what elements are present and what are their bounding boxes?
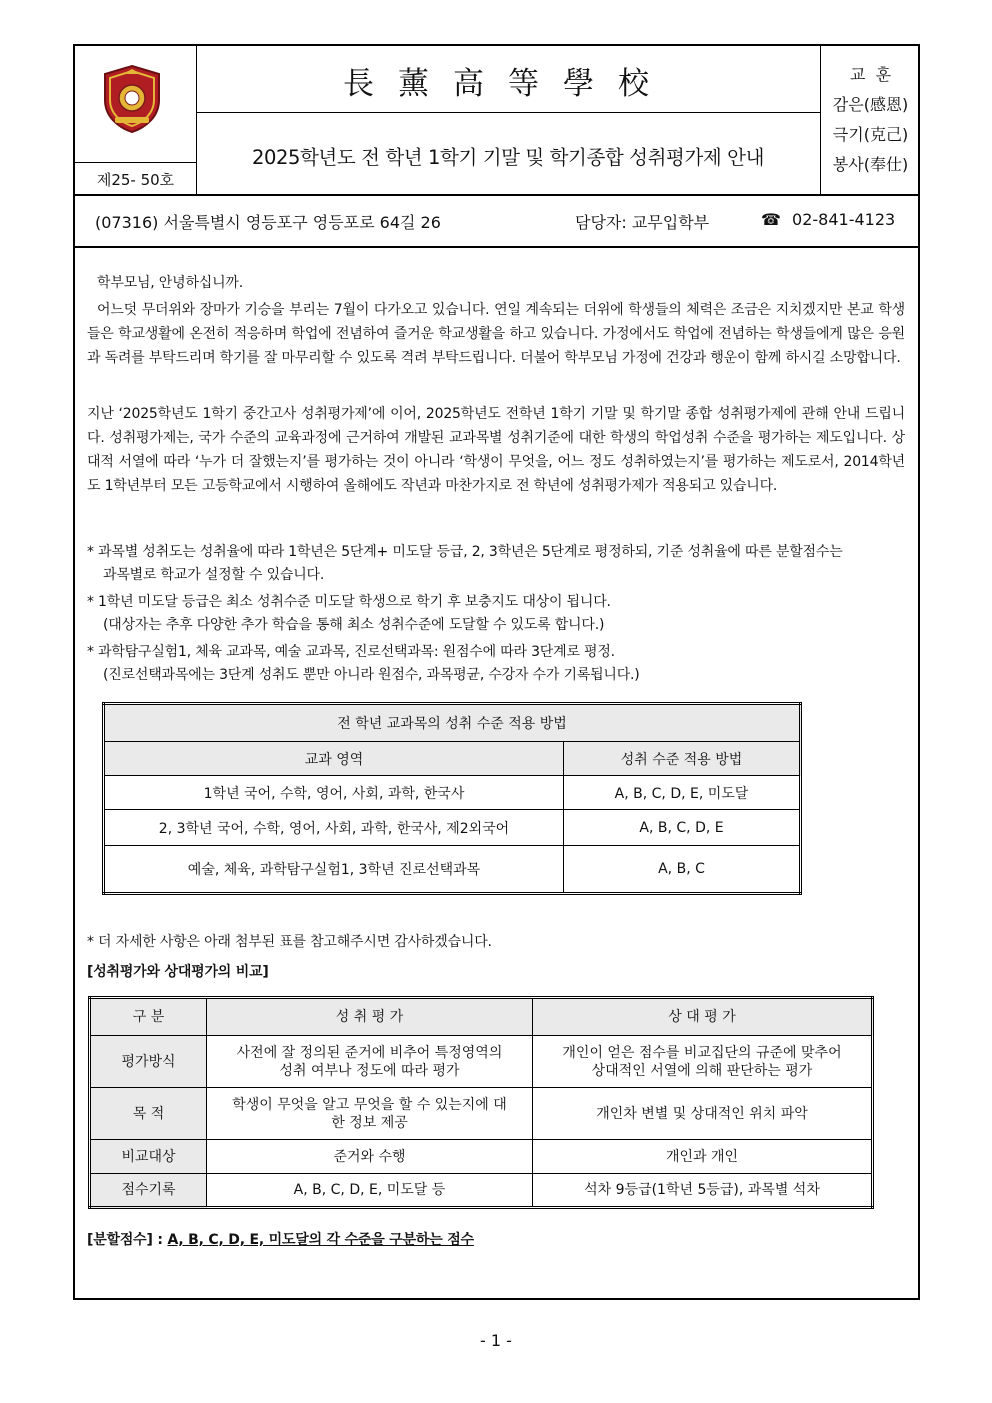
school-name: 長薰高等學校 — [343, 66, 673, 102]
note-item — [87, 641, 905, 687]
cut-score-text: A, B, C, D, E, 미도달의 각 수준을 구분하는 점수 — [167, 1232, 474, 1248]
motto-item: 감은(感恩) — [832, 95, 909, 114]
document-number: 제25- 50호 — [96, 171, 175, 189]
note-item — [87, 541, 905, 587]
page-number: - 1 - — [480, 1331, 512, 1350]
column-header: 상 대 평 가 — [533, 998, 873, 1036]
school-motto — [821, 60, 920, 180]
cell-line: 상대적인 서열에 의해 판단하는 평가 — [591, 1062, 813, 1079]
note-item — [87, 591, 905, 637]
note-line: 과목별로 학교가 설정할 수 있습니다. — [103, 567, 325, 583]
phone-contact — [761, 210, 895, 229]
document-title: 2025학년도 전 학년 1학기 기말 및 학기종합 성취평가제 안내 — [251, 146, 765, 169]
cut-score-definition — [87, 1229, 474, 1252]
note-line: * 과학탐구실험1, 체육 교과목, 예술 교과목, 진로선택과목: 원점수에 따라 3단계로 평정. — [87, 644, 615, 660]
reference-note: * 더 자세한 사항은 아래 첨부된 표를 참고해주시면 감사하겠습니다. — [87, 934, 492, 950]
evaluation-comparison-table — [88, 996, 874, 1209]
note-line: * 1학년 미도달 등급은 최소 성취수준 미도달 학생으로 학기 후 보충지도 대상이 됩니다. — [87, 594, 611, 610]
school-address: (07316) 서울특별시 영등포구 영등포로 64길 26 — [95, 213, 441, 232]
cell-line: 성취 여부나 정도에 따라 평가 — [279, 1062, 460, 1079]
table-cell: 예술, 체육, 과학탐구실험1, 3학년 진로선택과목 — [104, 846, 564, 894]
contact-bar — [73, 196, 920, 248]
column-header: 교과 영역 — [104, 742, 564, 776]
row-header: 비교대상 — [90, 1140, 207, 1174]
column-header: 성 취 평 가 — [207, 998, 533, 1036]
column-header: 성취 수준 적용 방법 — [564, 742, 801, 776]
section-title: [성취평가와 상대평가의 비교] — [87, 964, 269, 980]
note-line: * 과목별 성취도는 성취율에 따라 1학년은 5단계+ 미도달 등급, 2, 3학년은 5단계로 평정하되, 기준 성취율에 따른 분할점수는 — [87, 544, 843, 560]
cell-line: 개인이 얻은 점수를 비교집단의 규준에 맞추어 — [562, 1044, 842, 1061]
table-cell: 2, 3학년 국어, 수학, 영어, 사회, 과학, 한국사, 제2외국어 — [104, 810, 564, 846]
table-cell — [207, 1088, 533, 1140]
achievement-level-table — [102, 702, 802, 895]
table-cell: 준거와 수행 — [207, 1140, 533, 1174]
cut-score-label: [분할점수] : — [87, 1232, 168, 1248]
cell-line: 학생이 무엇을 알고 무엇을 할 수 있는지에 대 — [232, 1096, 507, 1113]
letterhead — [73, 44, 920, 196]
cell-line: 사전에 잘 정의된 준거에 비추어 특정영역의 — [236, 1044, 503, 1061]
column-header: 구 분 — [90, 998, 207, 1036]
table-cell: 개인과 개인 — [533, 1140, 873, 1174]
paragraph-1: 어느덧 무더위와 장마가 기승을 부리는 7월이 다가오고 있습니다. 연일 계속되는 더위에 학생들의 체력은 조금은 지치겠지만 본교 학생들은 학교생활에 온전히 적응하며 학업에 전념하여 즐거운 학교생활을 하고 있습니다. 가정에서도 학업에 전념하는 학생들에게 많은 응원과 독려를 부탁드리며 학기를 잘 마무리할 수 있도록 격려 부탁드립니다. 더불어 학부모님 가정에 건강과 행운이 함께 하시길 소망합니다. — [87, 302, 905, 366]
table-title: 전 학년 교과목의 성취 수준 적용 방법 — [104, 704, 801, 742]
table-cell: 개인차 변별 및 상대적인 위치 파악 — [533, 1088, 873, 1140]
phone-number: 02-841-4123 — [792, 210, 896, 229]
table-cell — [533, 1036, 873, 1088]
phone-icon: ☎ — [761, 210, 781, 229]
cell-line: 한 정보 제공 — [331, 1114, 408, 1131]
table-cell: A, B, C, D, E, 미도달 — [564, 776, 801, 810]
table-cell: A, B, C — [564, 846, 801, 894]
motto-item: 봉사(奉仕) — [832, 155, 909, 174]
table-cell: A, B, C, D, E — [564, 810, 801, 846]
greeting: 학부모님, 안녕하십니까. — [97, 275, 243, 291]
paragraph-2: 지난 ‘2025학년도 1학기 중간고사 성취평가제’에 이어, 2025학년도 전학년 1학기 기말 및 학기말 종합 성취평가제에 관해 안내 드립니다. 성취평가제는, 국가 수준의 교육과정에 근거하여 개발된 교과목별 성취기준에 대한 학생의 학업성취 수준을 평가하는 제도입니다. 상대적 서열에 따라 ‘누가 더 잘했는지’를 평가하는 것이 아니라 ‘학생이 무엇을, 어느 정도 성취하였는지’를 평가하는 제도로서, 2014학년도 1학년부터 모든 고등학교에서 시행하여 올해에도 작년과 마찬가지로 전 학년에 성취평가제가 적용되고 있습니다. — [87, 406, 905, 494]
school-emblem — [101, 64, 163, 138]
note-line: (진로선택과목에는 3단계 성취도 뿐만 아니라 원점수, 과목평균, 수강자 수가 기록됩니다.) — [103, 667, 640, 683]
table-cell: 1학년 국어, 수학, 영어, 사회, 과학, 한국사 — [104, 776, 564, 810]
row-header: 평가방식 — [90, 1036, 207, 1088]
table-cell — [207, 1036, 533, 1088]
motto-item: 극기(克己) — [832, 125, 909, 144]
department-contact: 담당자: 교무입학부 — [575, 213, 710, 232]
table-cell: 석차 9등급(1학년 5등급), 과목별 석차 — [533, 1174, 873, 1208]
row-header: 점수기록 — [90, 1174, 207, 1208]
table-cell: A, B, C, D, E, 미도달 등 — [207, 1174, 533, 1208]
note-line: (대상자는 추후 다양한 추가 학습을 통해 최소 성취수준에 도달할 수 있도록 합니다.) — [103, 617, 605, 633]
motto-label: 교 훈 — [849, 65, 892, 84]
row-header: 목 적 — [90, 1088, 207, 1140]
